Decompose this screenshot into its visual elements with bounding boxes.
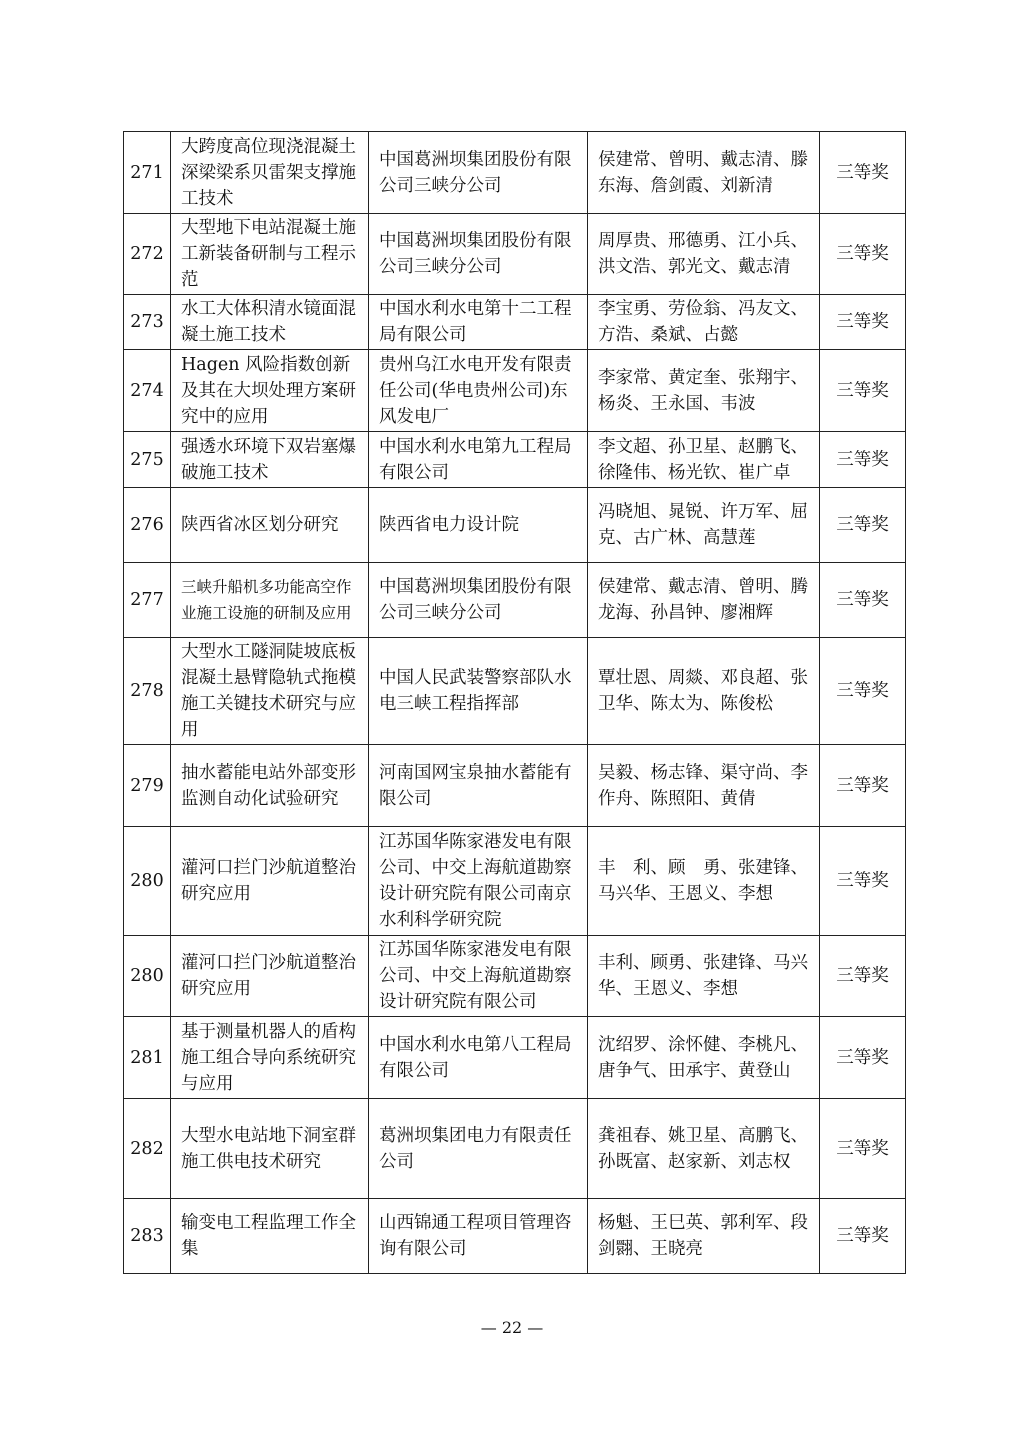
completing-unit: 葛洲坝集团电力有限责任公司 <box>369 1099 588 1199</box>
award-level: 三等奖 <box>820 936 906 1017</box>
project-title: 大型水电站地下洞室群施工供电技术研究 <box>171 1099 369 1199</box>
award-level: 三等奖 <box>820 1199 906 1274</box>
row-number: 283 <box>124 1199 171 1274</box>
row-number: 275 <box>124 432 171 488</box>
completing-unit: 中国水利水电第十二工程局有限公司 <box>369 295 588 350</box>
completing-unit: 中国葛洲坝集团股份有限公司三峡分公司 <box>369 563 588 638</box>
project-title: 大跨度高位现浇混凝土深梁梁系贝雷架支撑施工技术 <box>171 132 369 214</box>
award-level: 三等奖 <box>820 1099 906 1199</box>
project-title: 强透水环境下双岩塞爆破施工技术 <box>171 432 369 488</box>
completers: 侯建常、曾明、戴志清、滕东海、詹剑霞、刘新清 <box>588 132 820 214</box>
completers: 李家常、黄定奎、张翔宇、杨炎、王永国、韦波 <box>588 350 820 432</box>
row-number: 278 <box>124 638 171 745</box>
project-title: 输变电工程监理工作全集 <box>171 1199 369 1274</box>
completing-unit: 江苏国华陈家港发电有限公司、中交上海航道勘察设计研究院有限公司 <box>369 936 588 1017</box>
table-row <box>124 295 906 350</box>
row-number: 282 <box>124 1099 171 1199</box>
completing-unit: 江苏国华陈家港发电有限公司、中交上海航道勘察设计研究院有限公司南京水利科学研究院 <box>369 827 588 936</box>
completers: 丰 利、顾 勇、张建锋、马兴华、王恩义、李想 <box>588 827 820 936</box>
row-number: 281 <box>124 1017 171 1099</box>
award-level: 三等奖 <box>820 432 906 488</box>
award-level: 三等奖 <box>820 132 906 214</box>
row-number: 280 <box>124 827 171 936</box>
table-row <box>124 563 906 638</box>
completing-unit: 中国葛洲坝集团股份有限公司三峡分公司 <box>369 214 588 295</box>
row-number: 273 <box>124 295 171 350</box>
table-row <box>124 132 906 214</box>
completing-unit: 陕西省电力设计院 <box>369 488 588 563</box>
table-row <box>124 638 906 745</box>
project-title: 灌河口拦门沙航道整治研究应用 <box>171 936 369 1017</box>
row-number: 279 <box>124 745 171 827</box>
project-title: Hagen 风险指数创新及其在大坝处理方案研究中的应用 <box>171 350 369 432</box>
completers: 沈绍罗、涂怀健、李桃凡、唐争气、田承宇、黄登山 <box>588 1017 820 1099</box>
award-level: 三等奖 <box>820 563 906 638</box>
project-title: 灌河口拦门沙航道整治研究应用 <box>171 827 369 936</box>
row-number: 271 <box>124 132 171 214</box>
row-number: 280 <box>124 936 171 1017</box>
award-level: 三等奖 <box>820 295 906 350</box>
completers: 龚祖春、姚卫星、高鹏飞、孙既富、赵家新、刘志权 <box>588 1099 820 1199</box>
completers: 覃壮恩、周燚、邓良超、张卫华、陈太为、陈俊松 <box>588 638 820 745</box>
table-row <box>124 432 906 488</box>
row-number: 276 <box>124 488 171 563</box>
completers: 杨魁、王巳英、郭利军、段剑翾、王晓亮 <box>588 1199 820 1274</box>
project-title: 三峡升船机多功能高空作业施工设施的研制及应用 <box>171 563 369 638</box>
award-level: 三等奖 <box>820 350 906 432</box>
completing-unit: 中国水利水电第八工程局有限公司 <box>369 1017 588 1099</box>
table-row <box>124 214 906 295</box>
table-row <box>124 936 906 1017</box>
table-row <box>124 1099 906 1199</box>
completing-unit: 中国葛洲坝集团股份有限公司三峡分公司 <box>369 132 588 214</box>
completing-unit: 山西锦通工程项目管理咨询有限公司 <box>369 1199 588 1274</box>
completing-unit: 河南国网宝泉抽水蓄能有限公司 <box>369 745 588 827</box>
award-level: 三等奖 <box>820 745 906 827</box>
table-row <box>124 350 906 432</box>
row-number: 274 <box>124 350 171 432</box>
award-level: 三等奖 <box>820 638 906 745</box>
award-table <box>123 131 906 1274</box>
completers: 吴毅、杨志锋、渠守尚、李作舟、陈照阳、黄倩 <box>588 745 820 827</box>
project-title: 抽水蓄能电站外部变形监测自动化试验研究 <box>171 745 369 827</box>
award-level: 三等奖 <box>820 1017 906 1099</box>
completers: 周厚贵、邢德勇、江小兵、洪文浩、郭光文、戴志清 <box>588 214 820 295</box>
project-title: 基于测量机器人的盾构施工组合导向系统研究与应用 <box>171 1017 369 1099</box>
project-title: 水工大体积清水镜面混凝土施工技术 <box>171 295 369 350</box>
row-number: 272 <box>124 214 171 295</box>
project-title: 陕西省冰区划分研究 <box>171 488 369 563</box>
award-level: 三等奖 <box>820 827 906 936</box>
table-row <box>124 827 906 936</box>
completing-unit: 贵州乌江水电开发有限责任公司(华电贵州公司)东风发电厂 <box>369 350 588 432</box>
table-row <box>124 488 906 563</box>
completers: 李宝勇、劳俭翁、冯友文、方浩、桑斌、占懿 <box>588 295 820 350</box>
page-number: — 22 — <box>480 1318 544 1337</box>
completing-unit: 中国水利水电第九工程局有限公司 <box>369 432 588 488</box>
table-row <box>124 1199 906 1274</box>
completing-unit: 中国人民武装警察部队水电三峡工程指挥部 <box>369 638 588 745</box>
project-title: 大型水工隧洞陡坡底板混凝土悬臂隐轨式拖模施工关键技术研究与应用 <box>171 638 369 745</box>
completers: 侯建常、戴志清、曾明、腾龙海、孙昌钟、廖湘辉 <box>588 563 820 638</box>
completers: 李文超、孙卫星、赵鹏飞、徐隆伟、杨光钦、崔广卓 <box>588 432 820 488</box>
completers: 冯晓旭、晁锐、许万军、屈克、古广林、高慧莲 <box>588 488 820 563</box>
award-level: 三等奖 <box>820 214 906 295</box>
award-level: 三等奖 <box>820 488 906 563</box>
table-row <box>124 1017 906 1099</box>
row-number: 277 <box>124 563 171 638</box>
completers: 丰利、顾勇、张建锋、马兴华、王恩义、李想 <box>588 936 820 1017</box>
project-title: 大型地下电站混凝土施工新装备研制与工程示范 <box>171 214 369 295</box>
table-row <box>124 745 906 827</box>
